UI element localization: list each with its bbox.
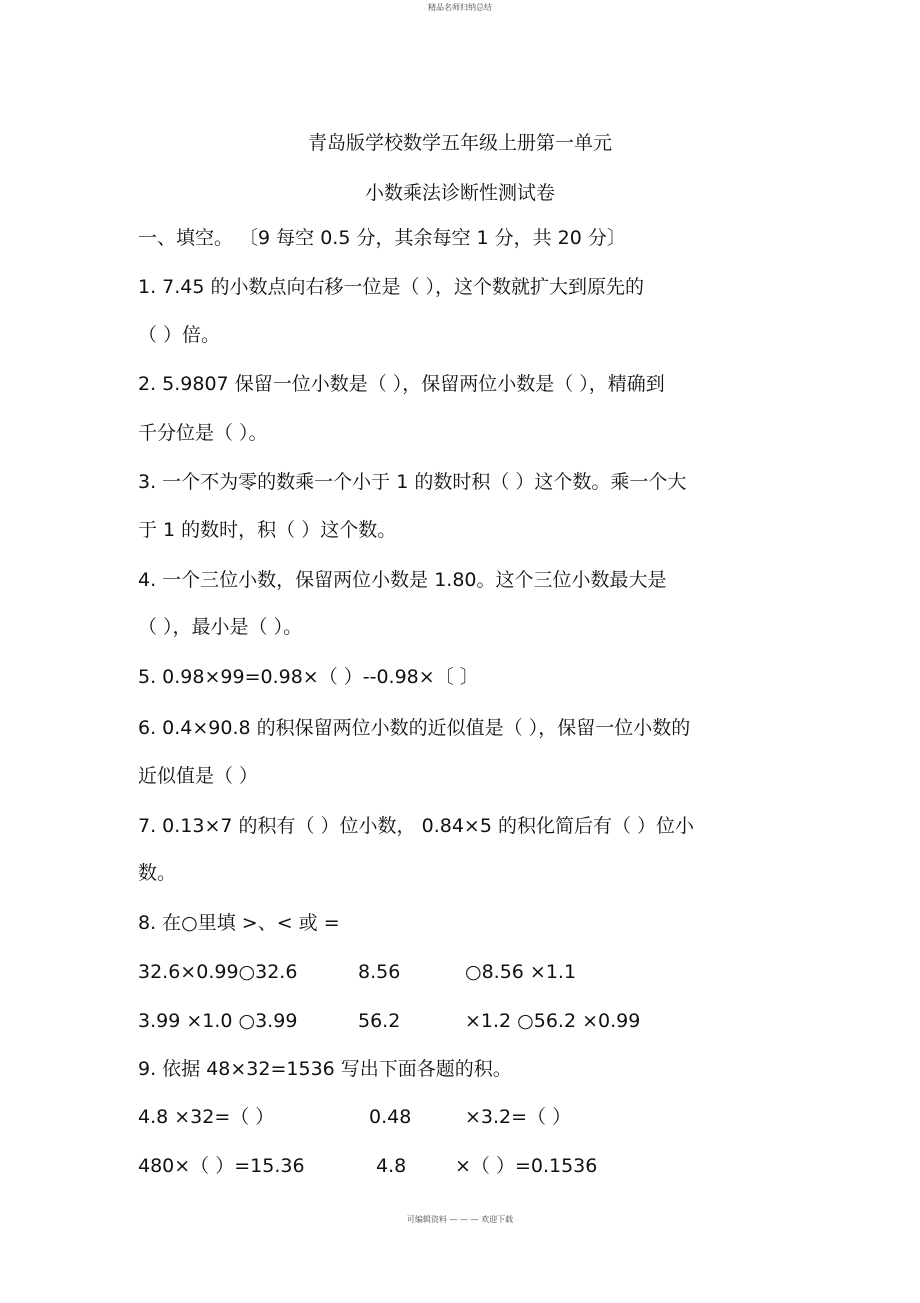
- question-6-line-1: 6. 0.4×90.8 的积保留两位小数的近似值是（ ），保留一位小数的: [138, 717, 691, 739]
- question-8: 8. 在○里填 >、< 或 =: [138, 912, 340, 934]
- q8-row1-expr-a: 32.6×0.99○32.6: [138, 961, 298, 983]
- q9-row1-expr-c: ×3.2=（ ）: [465, 1106, 572, 1128]
- q8-row2-expr-a: 3.99 ×1.0 ○3.99: [138, 1010, 298, 1032]
- q9-row2-expr-a: 480×（ ）=15.36: [138, 1155, 305, 1177]
- q9-row2-expr-b: 4.8: [376, 1155, 407, 1177]
- footer-note: 可编辑资料 — — — 欢迎下载: [406, 1215, 514, 1224]
- question-6-line-2: 近似值是（ ）: [138, 765, 259, 787]
- q9-row1-expr-b: 0.48: [369, 1106, 412, 1128]
- q9-row2-expr-c: ×（ ）=0.1536: [455, 1155, 598, 1177]
- question-9: 9. 依据 48×32=1536 写出下面各题的积。: [138, 1058, 512, 1080]
- q9-row1-expr-a: 4.8 ×32=（ ）: [138, 1106, 275, 1128]
- question-5: 5. 0.98×99=0.98×（ ）--0.98×〔 〕: [138, 666, 479, 688]
- question-7-line-2: 数。: [138, 862, 177, 884]
- question-4-line-2: （ ），最小是（ ）。: [138, 616, 303, 638]
- header-note: 精品名师归纳总结: [428, 3, 492, 12]
- section-heading: 一、填空。 〔9 每空 0.5 分，其余每空 1 分，共 20 分〕: [138, 227, 626, 249]
- question-2-line-2: 千分位是（ ）。: [138, 422, 268, 444]
- q8-row1-expr-c: ○8.56 ×1.1: [465, 961, 577, 983]
- q8-row2-expr-c: ×1.2 ○56.2 ×0.99: [465, 1010, 641, 1032]
- page-title: 青岛版学校数学五年级上册第一单元: [307, 132, 612, 154]
- question-2-line-1: 2. 5.9807 保留一位小数是（ ），保留两位小数是（ ），精确到: [138, 373, 665, 395]
- question-1-line-2: （ ）倍。: [138, 324, 221, 346]
- question-1-line-1: 1. 7.45 的小数点向右移一位是（ ），这个数就扩大到原先的: [138, 276, 645, 298]
- question-3-line-1: 3. 一个不为零的数乘一个小于 1 的数时积（ ）这个数。乘一个大: [138, 471, 687, 493]
- q8-row1-expr-b: 8.56: [358, 961, 401, 983]
- question-7-line-1: 7. 0.13×7 的积有（ ）位小数， 0.84×5 的积化简后有（ ）位小: [138, 815, 694, 837]
- question-3-line-2: 于 1 的数时，积（ ）这个数。: [138, 519, 397, 541]
- q8-row2-expr-b: 56.2: [358, 1010, 401, 1032]
- page-subtitle: 小数乘法诊断性测试卷: [364, 182, 555, 204]
- question-4-line-1: 4. 一个三位小数，保留两位小数是 1.80。这个三位小数最大是: [138, 569, 667, 591]
